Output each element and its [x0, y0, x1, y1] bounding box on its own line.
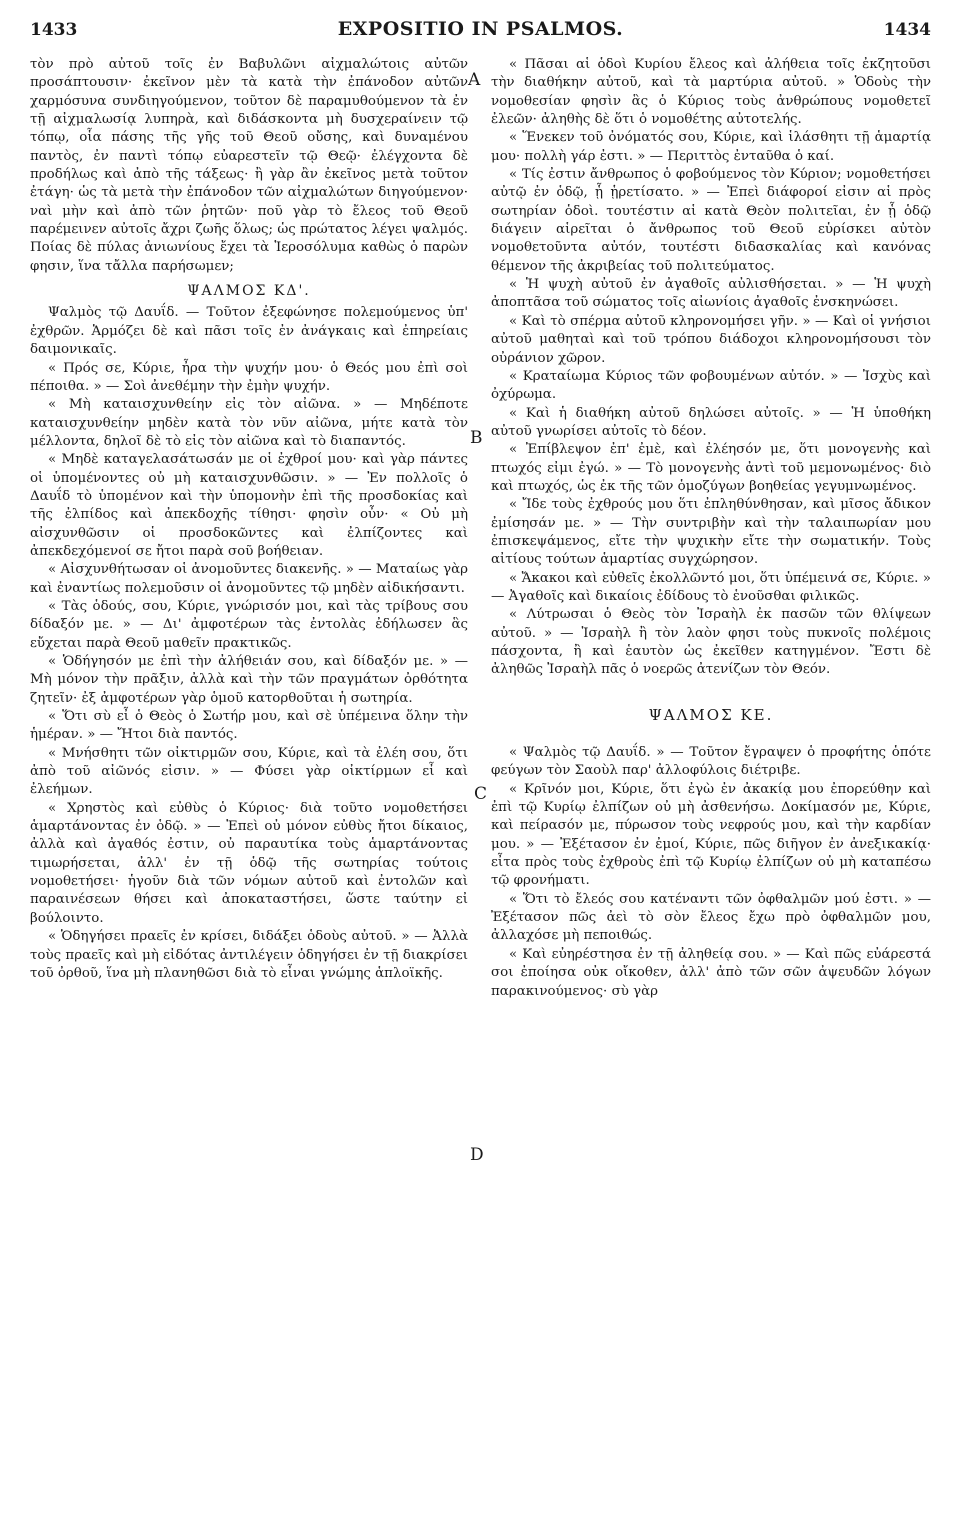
paragraph: « Ἐπίβλεψον ἐπ' ἐμὲ, καὶ ἐλέησόν με, ὅτι μονογενὴς καὶ πτωχός εἰμι ἐγώ. » — Τὸ μονογενὴς ἀντὶ τοῦ μεμονωμένος· διὸ καὶ πτωχός, ὡς ἐκ τῆς τῶν ὁμοζύγων βοηθείας γεγυμνωμένος.	[491, 442, 931, 494]
right-column	[491, 56, 931, 1001]
paragraph: « Τίς ἐστιν ἄνθρωπος ὁ φοβούμενος τὸν Κύριον; νομοθετήσει αὐτῷ ἐν ὁδῷ, ᾗ ᾑρετίσατο. » — Ἐπεὶ διάφοροί εἰσιν αἱ πρὸς σωτηρίαν ὁδοὶ. τουτέστιν αἱ κατὰ Θεὸν πολιτεῖαι, ἐν ᾗ ὁδῷ διάγειν αἱρεῖται ὁ ἄνθρωπος τοῦ Θεοῦ εὑρίσκει αὐτὸν νομοθετοῦντα αὐτόν, τουτέστι διδασκαλίας καὶ κανόνας θέμενον τῆς ἀκριβείας τοῦ πολιτεύματος.	[491, 167, 931, 274]
paragraph: « Ὅτι τὸ ἔλεός σου κατέναντι τῶν ὀφθαλμῶν μού ἐστι. » — Ἐξέτασον πῶς ἀεὶ τὸ σὸν ἔλεος ἔχω πρὸ ὀφθαλμῶν μου, ἀλλαχόσε μὴ πεποιθώς.	[491, 891, 931, 944]
paragraph: « Χρηστὸς καὶ εὐθὺς ὁ Κύριος· διὰ τοῦτο νομοθετήσει ἁμαρτάνοντας ἐν ὁδῷ. » — Ἐπεὶ οὐ μόνον εὐθὺς ἤτοι δίκαιος, ἀλλὰ καὶ ἀγαθός ἐστιν, οὐ παραυτίκα τοὺς ἁμαρτάνοντας τιμωρήσεται, ἀλλ' ἐν τῇ ὁδῷ τῆς σωτηρίας τούτοις νομοθετήσει· ἡγοῦν διὰ τῶν νόμων αὐτοῦ καὶ ἐντολῶν καὶ παραινέσεων θήσει καὶ ἀποκαταστήσει, ὥστε ταύτην εἰ βούλοιντο.	[30, 800, 468, 926]
paragraph: « Λύτρωσαι ὁ Θεὸς τὸν Ἰσραὴλ ἐκ πασῶν τῶν θλίψεων αὐτοῦ. » — Ἰσραὴλ ἢ τὸν λαὸν φησι τοὺς πυκνοῖς πολέμοις πάσχοντα, ἢ καὶ ἑαυτὸν ὡς ἐκεῖθεν κατηγμένον. Ἔστι δὲ ἀληθῶς Ἰσραὴλ πᾶς ὁ νοερῶς ἀτενίζων τὸν Θεόν.	[491, 607, 931, 678]
paragraph: τὸν πρὸ αὐτοῦ τοῖς ἐν Βαβυλῶνι αἰχμαλώτοις αὐτῶν προσάπτουσιν· ἐκεῖνον μὲν τὰ κατὰ τὴν ἐπάνοδον αὐτῶν χαρμόσυνα συνδιηγούμενον, τοῦτον δὲ παραμυθούμενον τὰ ἐν τῇ αἰχμαλωσίᾳ λυπηρὰ, καὶ διδάσκοντα μὴ δυσχεραίνειν τῷ τόπῳ, οἷα πάσης τῆς γῆς τοῦ Θεοῦ οὔσης, καὶ δυναμένου παντὸς, ἐν παντὶ τόπῳ εὐαρεστεῖν τῷ Θεῷ· ἐλέγχοντα δὲ προδήλως καὶ ἀπὸ τῆς τάξεως· ἢ γὰρ ἂν ἐκεῖνος μετὰ τοῦτον ἐτάγη· ὡς τὰ μετὰ τὴν ἐπάνοδον τῶν αἰχμαλώτων διηγούμενον· ναὶ μὴν καὶ ἀπὸ τῶν ῥητῶν· ποῦ γὰρ τὸ ἔλεος τοῦ Θεοῦ παρέμεινεν αὐτοῖς ἄχρι ζωῆς ὅλως; ὡς πρώτατος λέγει ψαλμός. Ποίας δὲ πύλας ἀνιωνίους ἔχει τὰ Ἱεροσόλυμα καθὼς ὁ παρὼν φησιν, ἵνα τἄλλα παρήσωμεν;	[30, 57, 468, 274]
paragraph: « Ἡ ψυχὴ αὐτοῦ ἐν ἀγαθοῖς αὐλισθήσεται. » — Ἡ ψυχὴ ἀποπτᾶσα τοῦ σώματος τοῖς αἰωνίοις ἀγαθοῖς ἐνσκηνώσει.	[491, 277, 931, 311]
paragraph: « Καὶ ἡ διαθήκη αὐτοῦ δηλώσει αὐτοῖς. » — Ἡ ὑποθήκη αὐτοῦ γνωρίσει αὐτοῖς τὸ δέον.	[491, 405, 931, 439]
left-page-number: 1433	[30, 20, 78, 40]
paragraph: « Αἰσχυνθήτωσαν οἱ ἀνομοῦντες διακενῆς. » — Ματαίως γὰρ καὶ ἐναντίως πολεμοῦσιν οἱ ἀνομοῦντες τῷ μηδὲν αἰδικήσαντι.	[30, 562, 468, 596]
paragraph: « Καὶ τὸ σπέρμα αὐτοῦ κληρονομήσει γῆν. » — Καὶ οἱ γνήσιοι αὐτοῦ μαθηταὶ καὶ τοῦ τρόπου διάδοχοι κληρονομήσουσι τὸν οὐράνιον χῶρον.	[491, 313, 931, 366]
paragraph: « Ὅτι σὺ εἶ ὁ Θεὸς ὁ Σωτήρ μου, καὶ σὲ ὑπέμεινα ὅλην τὴν ἡμέραν. » — Ἤτοι διὰ παντός.	[30, 709, 468, 743]
paragraph: « Ὁδήγησόν με ἐπὶ τὴν ἀλήθειάν σου, καὶ δίδαξόν με. » — Μὴ μόνον τὴν πρᾶξιν, ἀλλὰ καὶ τὴν τῶν πραγμάτων ὀρθότητα ζητεῖν· ἐξ ἀμφοτέρων γὰρ ὁμοῦ κατορθοῦται ἡ σωτηρία.	[30, 654, 468, 706]
paragraph: « Μηδὲ καταγελασάτωσάν με οἱ ἐχθροί μου· καὶ γὰρ πάντες οἱ ὑπομένοντες οὐ μὴ καταισχυνθῶσιν. » — Ἐν πολλοῖς ὁ Δαυΐδ τὸ ὑπομένον καὶ τὴν ὑπομονὴν ἐπὶ τῆς προσδοκίας καὶ τῆς ἐλπίδος καὶ ἀπεκδοχῆς τίθησι· φησὶν οὖν· « Οὐ μὴ αἰσχυνθῶσιν οἱ προσδοκῶντες καὶ ἐλπίζοντες καὶ ἀπεκδεχόμενοί σε ἤτοι παρὰ σοῦ βοήθειαν.	[30, 452, 468, 559]
paragraph: Ψαλμὸς τῷ Δαυΐδ. — Τοῦτον ἐξεφώνησε πολεμούμενος ὑπ' ἐχθρῶν. Ἁρμόζει δὲ καὶ πᾶσι τοῖς ἐν ἀνάγκαις καὶ ἐπηρείαις δαιμονικαῖς.	[30, 305, 468, 358]
paragraph: « Μνήσθητι τῶν οἰκτιρμῶν σου, Κύριε, καὶ τὰ ἐλέη σου, ὅτι ἀπὸ τοῦ αἰῶνός εἰσιν. » — Φύσει γὰρ οἰκτίρμων εἶ καὶ ἐλεήμων.	[30, 745, 468, 798]
paragraph: « Κρῖνόν μοι, Κύριε, ὅτι ἐγὼ ἐν ἀκακίᾳ μου ἐπορεύθην καὶ ἐπὶ τῷ Κυρίῳ ἐλπίζων οὐ μὴ ἀσθενήσω. Δοκίμασόν με, Κύριε, καὶ πείρασόν με, πύρωσον τοὺς νεφρούς μου, καὶ τὴν καρδίαν μου. » — Ἐξέτασον ἐν ἐμοί, Κύριε, πῶς διῆγον ἐν ἀνεξικακίᾳ· εἶτα πρὸς τοὺς ἐχθροὺς ἐπὶ τῷ Κυρίῳ ἐλπίζων οὐ μὴ καταπέσω τῷ φρονήματι.	[491, 781, 931, 889]
paragraph: « Ἴδε τοὺς ἐχθρούς μου ὅτι ἐπληθύνθησαν, καὶ μῖσος ἄδικον ἐμίσησάν με. » — Τὴν συντριβὴν καὶ τὴν ταλαιπωρίαν μου ἐπισκεψάμενος, εἴτε τὴν ψυχικὴν εἴτε τὴν σωματικήν. Τοὺς αἰτίους τούτων ἁμαρτίας συγχώρησον.	[491, 497, 931, 568]
paragraph: « Καὶ εὐηρέστησα ἐν τῇ ἀληθείᾳ σου. » — Καὶ πῶς εὐάρεστά σοι ἐποίησα οὐκ οἴκοθεν, ἀλλ' ἀπὸ τῶν σῶν ἀψευδῶν λόγων παρακινούμενος· σὺ γὰρ	[491, 946, 931, 999]
paragraph: « Τὰς ὁδούς, σου, Κύριε, γνώρισόν μοι, καὶ τὰς τρίβους σου δίδαξόν με. » — Δι' ἀμφοτέρων τὰς ἐντολὰς ἐδήλωσεν ἃς εὔχεται παρὰ Θεοῦ μαθεῖν πρακτικῶς.	[30, 598, 468, 651]
margin-marker-d: D	[470, 1145, 484, 1165]
paragraph: « Μὴ καταισχυνθείην εἰς τὸν αἰῶνα. » — Μηδέποτε καταισχυνθείην μηδὲν κατὰ τὸν νῦν αἰῶνα, μήτε κατὰ τὸν μέλλοντα, δηλοῖ δὲ τὸ εἰς τὸν αἰῶνα καὶ τὸ διαπαντός.	[30, 397, 468, 449]
paragraph: « Ψαλμὸς τῷ Δαυΐδ. » — Τοῦτον ἔγραψεν ὁ προφήτης ὁπότε φεύγων τὸν Σαοὺλ παρ' ἀλλοφύλοις διέτριβε.	[491, 745, 931, 779]
margin-marker-c: C	[474, 784, 488, 804]
page-header	[22, 14, 939, 44]
margin-marker-a: A	[468, 70, 481, 90]
paragraph: « Πρός σε, Κύριε, ἦρα τὴν ψυχήν μου· ὁ Θεός μου ἐπὶ σοὶ πέποιθα. » — Σοὶ ἀνεθέμην τὴν ἐμὴν ψυχήν.	[30, 360, 468, 394]
margin-marker-b: B	[470, 428, 483, 448]
paragraph: « Ἕνεκεν τοῦ ὀνόματός σου, Κύριε, καὶ ἱλάσθητι τῇ ἁμαρτίᾳ μου· πολλὴ γάρ ἐστι. » — Περιττὸς ἐνταῦθα ὁ καί.	[491, 130, 931, 164]
paragraph: « Πᾶσαι αἱ ὁδοὶ Κυρίου ἔλεος καὶ ἀλήθεια τοῖς ἐκζητοῦσι τὴν διαθήκην αὐτοῦ, καὶ τὰ μαρτύρια αὐτοῦ. » Ὁδοὺς τὴν νομοθεσίαν φησὶν ἃς ὁ Κύριος τοὺς ἀνθρώπους νομοθετεῖ ἐλεῶν· ἀληθὴς δὲ ὅτι ὁ νομοθέτης αὐτοτελής.	[491, 57, 931, 128]
psalm-heading: ΨΑΛΜΟΣ ΚΔ'.	[187, 283, 311, 300]
paragraph: « Ἄκακοι καὶ εὐθεῖς ἐκολλῶντό μοι, ὅτι ὑπέμεινά σε, Κύριε. » — Ἀγαθοῖς καὶ δικαίοις ἐδίδους τὸ ἑνοῦσθαι φιλικῶς.	[491, 570, 931, 604]
paragraph: « Ὁδηγήσει πραεῖς ἐν κρίσει, διδάξει ὁδοὺς αὐτοῦ. » — Ἀλλὰ τοὺς πραεῖς καὶ μὴ εἰδότας ἀντιλέγειν ὁδηγήσει ἐν τῇ διακρίσει τοῦ ὀρθοῦ, ἵνα μὴ πλανηθῶσι διὰ τὸ εἶναι γνώμης ἁπλοϊκῆς.	[30, 929, 468, 981]
right-page-number: 1434	[883, 20, 931, 40]
left-column	[30, 56, 468, 983]
paragraph: « Κραταίωμα Κύριος τῶν φοβουμένων αὐτόν. » — Ἰσχὺς καὶ ὀχύρωμα.	[491, 368, 931, 403]
running-title: EXPOSITIO IN PSALMOS.	[337, 18, 624, 40]
psalm-heading: ΨΑΛΜΟΣ ΚΕ.	[648, 705, 774, 724]
